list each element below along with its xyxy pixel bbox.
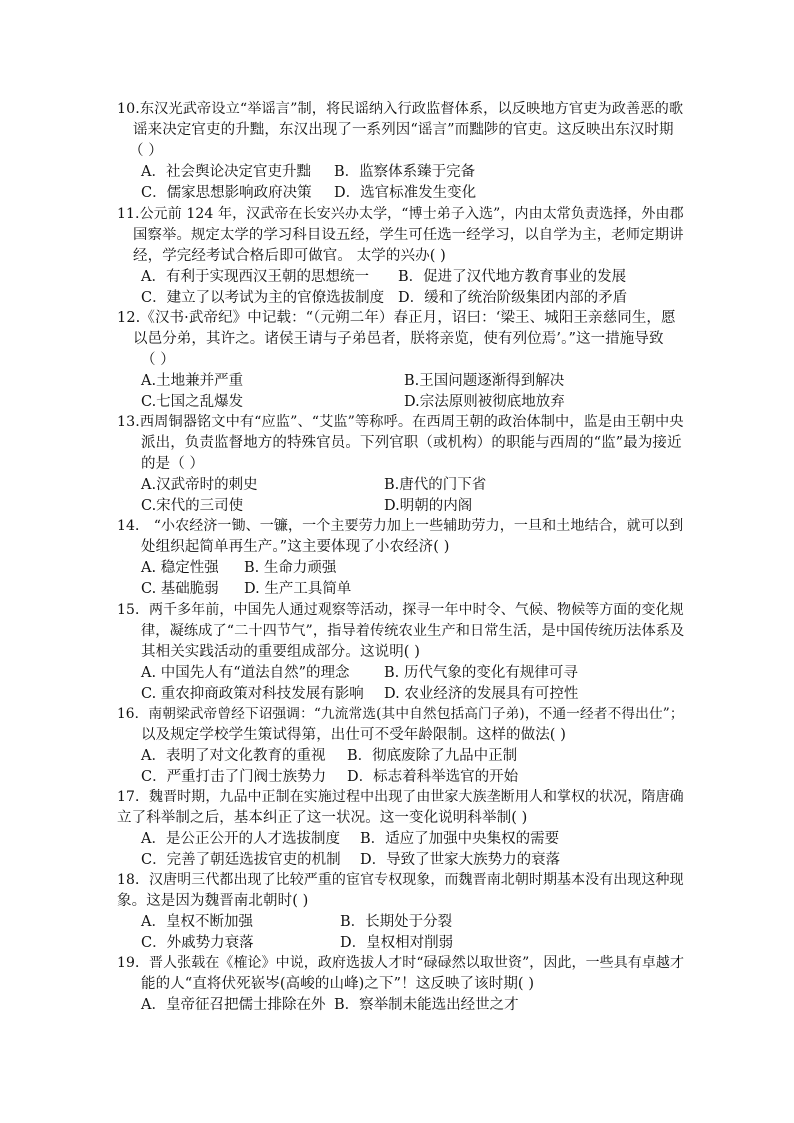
option-d: D. 生产工具简单 <box>244 581 352 597</box>
question-text-line: （ ） <box>129 143 163 159</box>
option-d: D.宗法原则被彻底地放弃 <box>404 394 565 410</box>
question-text-line: 立了科举制之后，基本纠正了这一状况。这一变化说明科举制( ) <box>117 810 528 826</box>
option-c: C.七国之乱爆发 <box>141 394 244 410</box>
question-text-line: 17．魏晋时期，九品中正制在实施过程中出现了由世家大族垄断用人和掌权的状况，隋唐确 <box>117 789 684 805</box>
option-b: B．长期处于分裂 <box>340 914 453 930</box>
question-text-line: 11.公元前 124 年，汉武帝在长安兴办太学，“博士弟子入选”，内由太常负责选择，外由郡 <box>117 206 684 222</box>
option-a: A.汉武帝时的刺史 <box>141 477 258 493</box>
question-text-line: 18．汉唐明三代都出现了比较严重的宦官专权现象，而魏晋南北朝时期基本没有出现这种现 <box>117 872 684 888</box>
option-b: B．察举制未能选出经世之才 <box>334 997 519 1013</box>
option-c: C．建立了以考试为主的官僚选拔制度 <box>141 290 385 306</box>
option-c: C．完善了朝廷选拔官吏的机制 <box>141 852 341 868</box>
question-text-line: 经，学完经考试合格后即可做官。 太学的兴办( ) <box>133 248 446 264</box>
question-text-line: 象。这是因为魏晋南北朝时( ) <box>117 893 309 909</box>
option-a: A．社会舆论决定官吏升黜 <box>141 164 311 180</box>
option-c: C. 基础脆弱 <box>141 581 219 597</box>
question-text-line: 以及规定学校学生策试得第，出仕可不受年龄限制。这样的做法( ) <box>141 727 567 743</box>
option-a: A．皇帝征召把儒士排除在外 <box>141 997 326 1013</box>
question-text-line: 以邑分弟，其许之。诸侯王请与子弟邑者，朕将亲览，使有列位焉’。”这一措施导致 <box>133 331 664 347</box>
option-d: D．缓和了统治阶级集团内部的矛盾 <box>398 290 628 306</box>
option-c: C．外戚势力衰落 <box>141 935 254 951</box>
question-text-line: 13.西周铜器铭文中有“应监”、“艾监”等称呼。在西周王朝的政治体制中，监是由王朝中央 <box>117 414 684 430</box>
question-text-line: 14． “小农经济一锄、一镰，一个主要劳力加上一些辅助劳力，一旦和土地结合，就可以到 <box>117 518 684 534</box>
question-text-line: 15．两千多年前，中国先人通过观察等活动，探寻一年中时令、气候、物候等方面的变化规 <box>117 602 684 618</box>
option-a: A．表明了对文化教育的重视 <box>141 748 326 764</box>
question-text-line: 处组织起简单再生产。”这主要体现了小农经济( ) <box>141 539 450 555</box>
question-text-line: 10.东汉光武帝设立“举谣言”制，将民谣纳入行政监督体系，以反映地方官吏为政善恶的歌 <box>117 101 684 117</box>
option-d: D．选官标准发生变化 <box>334 185 477 201</box>
question-text-line: 19．晋人张载在《榷论》中说，政府选拔人才时“碌碌然以取世资”，因此，一些具有卓越才 <box>117 955 685 971</box>
question-text-line: 律，凝练成了“二十四节气”，指导着传统农业生产和日常生活，是中国传统历法体系及 <box>141 623 685 639</box>
option-b: B．促进了汉代地方教育事业的发展 <box>398 269 627 285</box>
question-text-line: 16．南朝梁武帝曾经下诏强调：“九流常选(其中自然包括高门子弟)，不通一经者不得出仕”； <box>117 706 684 722</box>
option-b: B. 历代气象的变化有规律可寻 <box>384 665 578 681</box>
option-a: A.土地兼并严重 <box>141 373 244 389</box>
option-a: A．有利于实现西汉王朝的思想统一 <box>141 269 369 285</box>
question-text-line: 的是（ ） <box>141 456 205 472</box>
option-b: B．彻底废除了九品中正制 <box>347 748 518 764</box>
option-d: D. 农业经济的发展具有可控性 <box>384 686 579 702</box>
option-b: B．适应了加强中央集权的需要 <box>360 831 560 847</box>
option-d: D．导致了世家大族势力的衰落 <box>360 852 561 868</box>
option-a: A. 中国先人有“道法自然”的理念 <box>141 665 350 681</box>
question-text-line: （ ） <box>141 352 175 368</box>
option-b: B.王国问题逐渐得到解决 <box>404 373 565 389</box>
question-text-line: 12.《汉书·武帝纪》中记载：“（元朔二年）春正月，诏曰：‘梁王、城阳王亲慈同生，愿 <box>117 310 676 326</box>
option-c: C．儒家思想影响政府决策 <box>141 185 312 201</box>
question-text-line: 能的人“直将伏死嵚岑(高峻的山峰)之下”！这反映了该时期( ) <box>141 976 535 992</box>
option-a: A．皇权不断加强 <box>141 914 253 930</box>
option-b: B. 生命力顽强 <box>244 560 337 576</box>
option-a: A. 稳定性强 <box>141 560 219 576</box>
question-text-line: 其相关实践活动的重要组成部分。这说明( ) <box>141 644 421 660</box>
option-d: D.明朝的内阁 <box>384 498 473 514</box>
option-b: B.唐代的门下省 <box>384 477 487 493</box>
option-b: B．监察体系臻于完备 <box>334 164 476 180</box>
option-c: C. 重农抑商政策对科技发展有影响 <box>141 686 364 702</box>
option-d: D．皇权相对削弱 <box>340 935 454 951</box>
option-a: A．是公正公开的人才选拔制度 <box>141 831 340 847</box>
question-text-line: 谣来决定官吏的升黜，东汉出现了一系列因“谣言”而黜陟的官吏。这反映出东汉时期 <box>133 122 674 138</box>
option-d: D．标志着科举选官的开始 <box>347 769 519 785</box>
option-c: C.宋代的三司使 <box>141 498 244 514</box>
question-text-line: 派出，负责监督地方的特殊官员。下列官职（或机构）的职能与西周的“监”最为接近 <box>141 435 682 451</box>
option-c: C．严重打击了门阀士族势力 <box>141 769 327 785</box>
question-text-line: 国察举。规定太学的学习科目设五经，学生可任选一经学习，以自学为主，老师定期讲 <box>133 227 684 243</box>
